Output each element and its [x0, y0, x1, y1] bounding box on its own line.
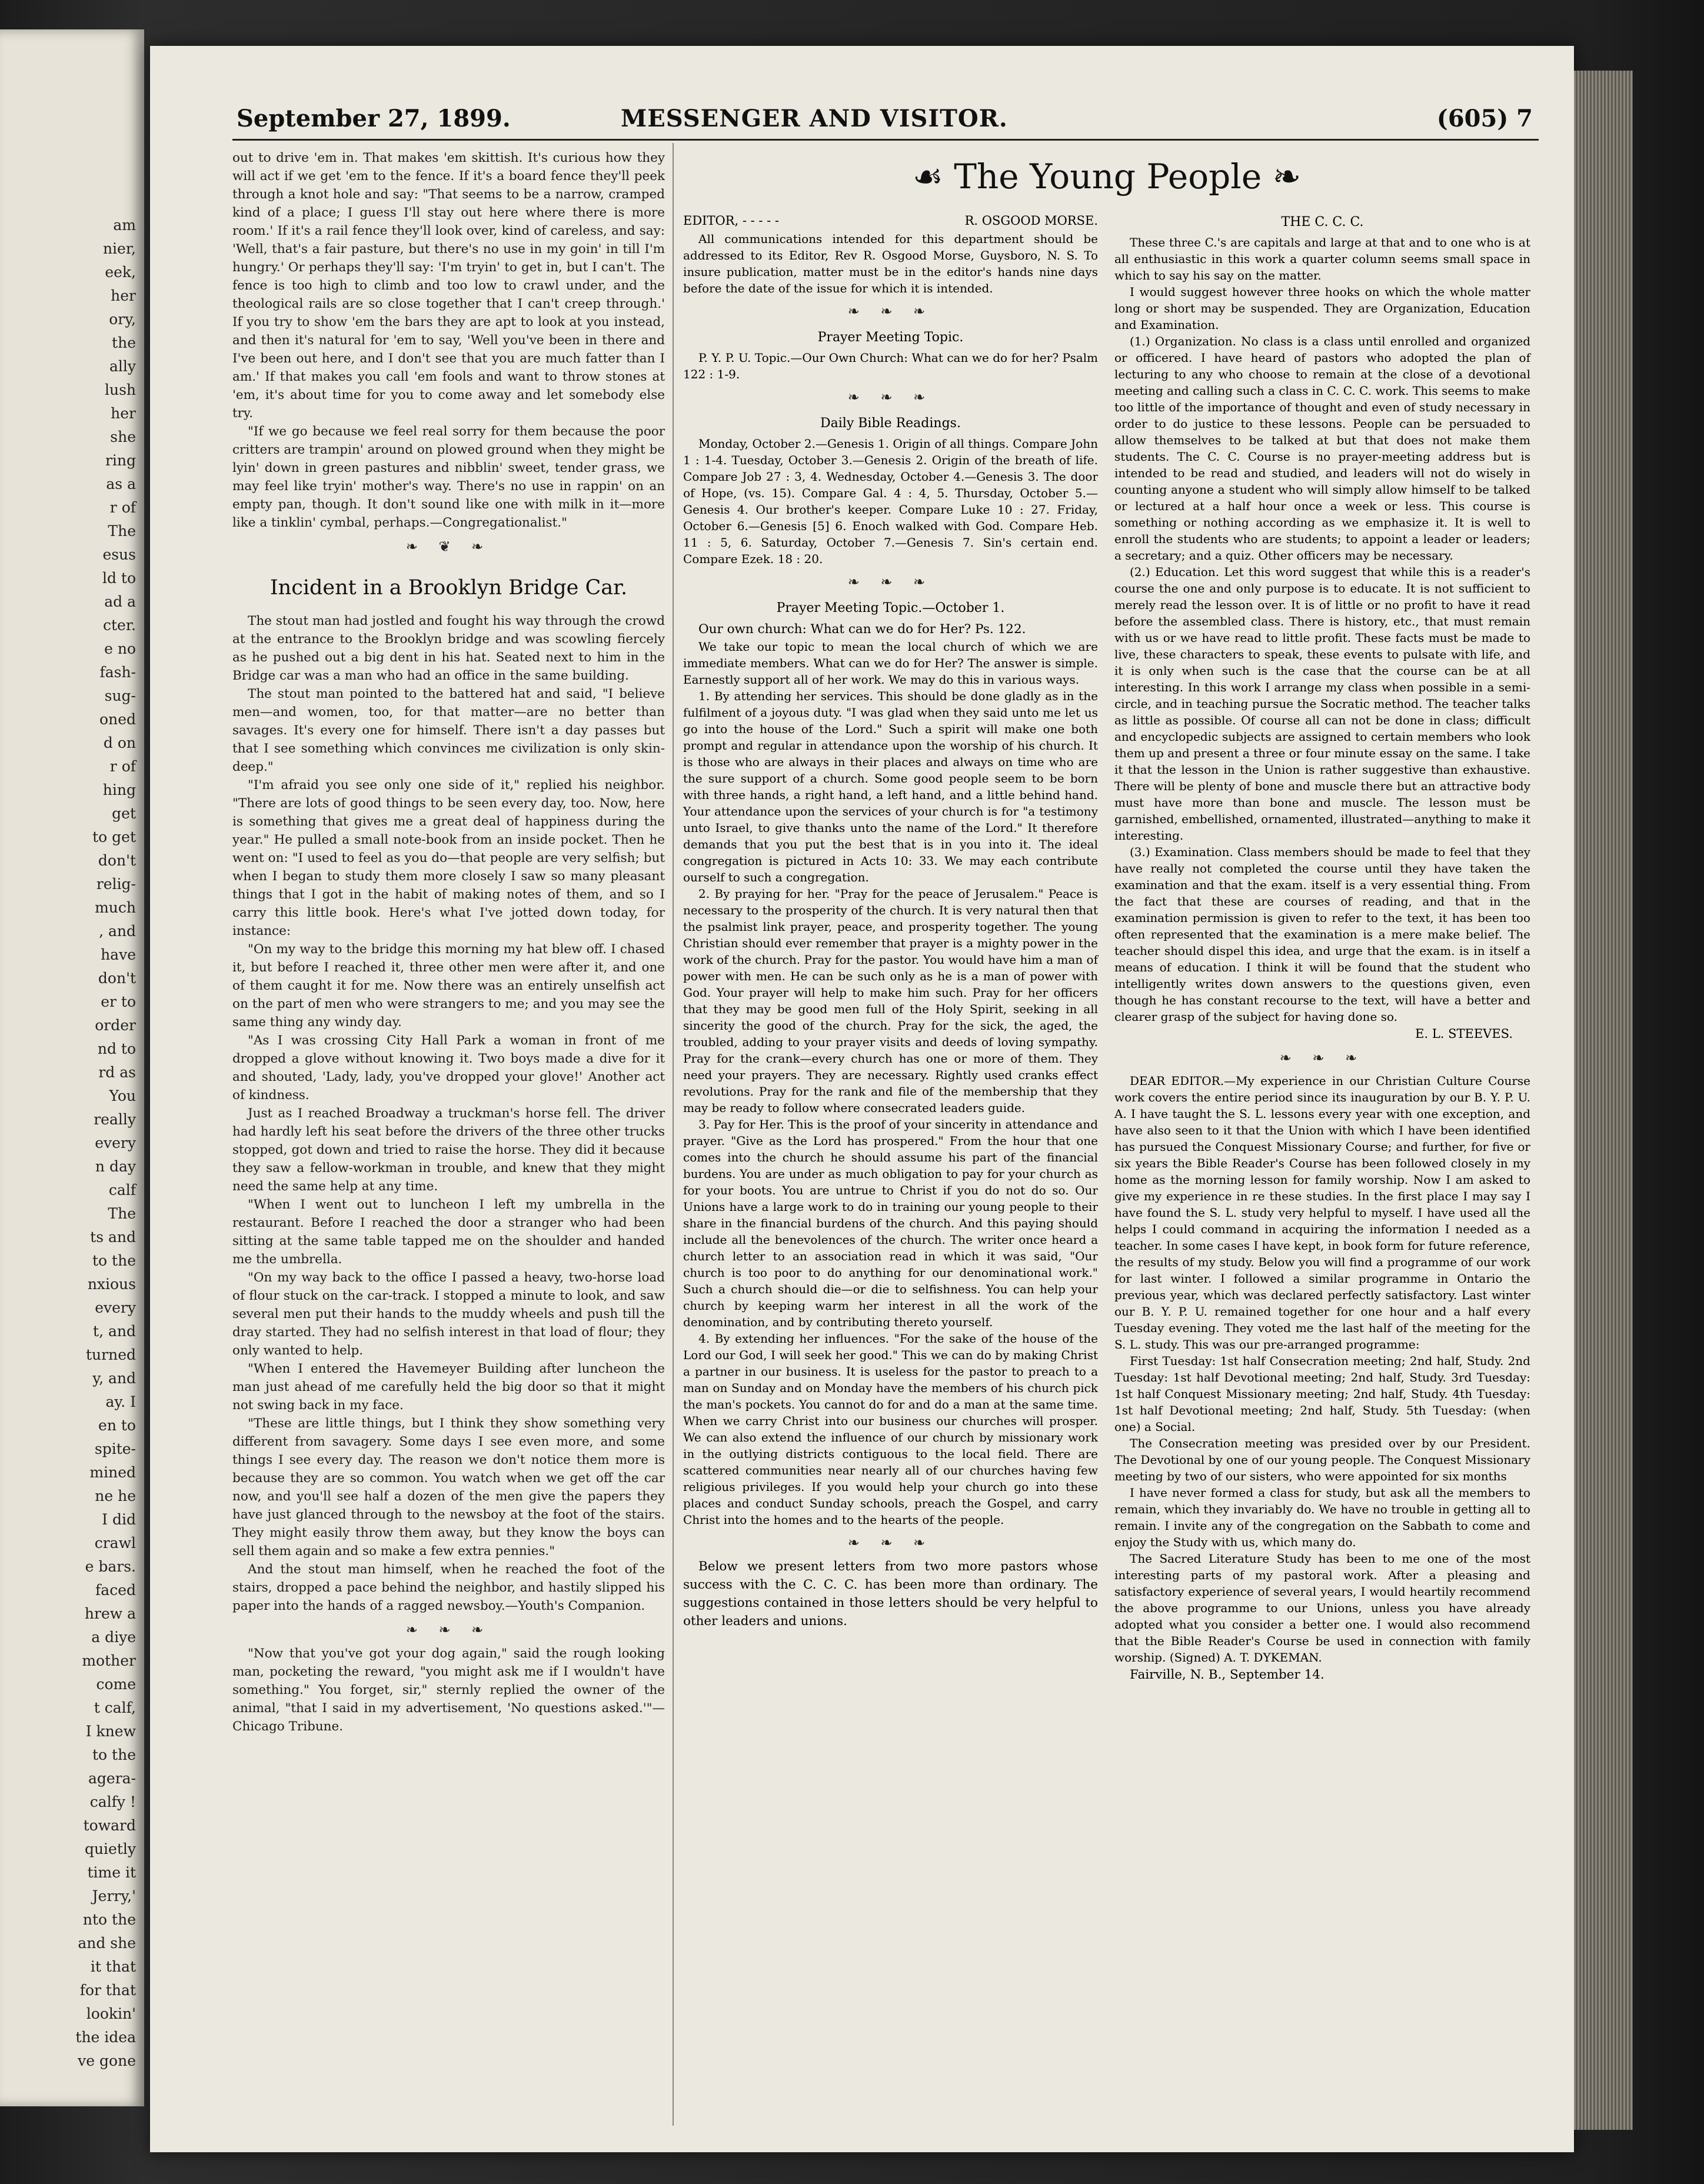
left-page-fragment: as a: [106, 475, 136, 492]
left-page-fragment: get: [112, 805, 136, 822]
left-page-fragment: ld to: [102, 570, 136, 587]
paragraph: The stout man pointed to the battered hat and said, "I believe men—and women, too, for that matter—are no better than savages. It's every one for himself. There isn't a day passes but that I see something which convinces me civilization is only skin-deep.": [232, 687, 665, 774]
october-topic-subtitle: Our own church: What can we do for Her? Ps. 122.: [698, 622, 1026, 637]
left-page-fragment: I knew: [85, 1723, 136, 1740]
left-page-fragment: and she: [78, 1935, 136, 1952]
left-page-fragment: time it: [87, 1864, 136, 1881]
left-facing-page: [0, 29, 144, 2106]
left-page-fragment: t calf,: [94, 1699, 136, 1716]
left-page-fragment: r of: [109, 758, 136, 775]
paragraph: "On my way to the bridge this morning my hat blew off. I chased it, but before I reached it, three other men were after it, and one of them caught it for me. Now there was an entirely unselfish act on the part of men who were strangers to me; and you may see the same thing any windy day.: [232, 942, 665, 1030]
topic-heading: Prayer Meeting Topic.: [817, 330, 964, 345]
left-page-fragment: nier,: [102, 240, 136, 257]
october-topic-heading: Prayer Meeting Topic.—October 1.: [776, 601, 1005, 615]
section-intro: All communications intended for this department should be addressed to its Editor, Rev R. Osgood Morse, Guysboro, N. S. To insure publication, matter must be in the editor's hands nine days before the date of the issue for which it is intended.: [683, 232, 1098, 295]
left-page-fragment: every: [95, 1299, 136, 1316]
paragraph: "As I was crossing City Hall Park a woman in front of me dropped a glove without knowing it. Two boys made a dive for it and shouted, 'Lady, lady, you've dropped your glove!' Another act of kindness.: [232, 1033, 665, 1103]
article-body: [232, 612, 665, 1615]
letter-body: [1114, 1073, 1530, 1666]
left-page-fragment: oned: [99, 711, 136, 728]
left-page-fragment: lookin': [86, 2005, 136, 2022]
left-page-fragment: her: [111, 287, 136, 304]
left-page-fragment: calfy !: [89, 1793, 136, 1810]
left-page-fragment: e bars.: [85, 1558, 136, 1575]
left-page-fragment: n day: [95, 1158, 136, 1175]
left-page-fragment: fash-: [99, 664, 136, 681]
left-page-fragment: The: [108, 522, 136, 540]
left-page-fragment: lush: [104, 381, 136, 398]
left-page-fragment: , and: [99, 923, 136, 940]
ccc-heading: THE C. C. C.: [1281, 215, 1364, 229]
header-rule: [232, 139, 1539, 141]
paragraph: (3.) Examination. Class members should be made to feel that they have really not completed the course until they have taken the examination and that the exam. itself is a very essential thing. From the fact that these are courses of reading, and that in the examination permission is given to refer to the text, it has been too often represented that the examination is a mere make belief. The teacher should dispel this idea, and urge that the exam. is in itself a means of education. I think it will be found that the student who intelligently writes down answers to the questions given, even though he has constant recourse to the text, will have a better and clearer grasp of the subject for having done so.: [1114, 845, 1530, 1024]
column-3: [1114, 211, 1530, 1684]
ornament-divider: ❧ ❦ ❧: [405, 538, 492, 555]
left-page-fragment: Jerry,': [92, 1887, 136, 1905]
left-page-fragment: every: [95, 1134, 136, 1151]
column-2: [683, 211, 1098, 1630]
left-page-fragment: the idea: [75, 2029, 136, 2046]
left-page-fragment: nto the: [82, 1911, 136, 1928]
left-page-fragment: her: [111, 405, 136, 422]
left-page-fragment: agera-: [88, 1770, 136, 1787]
paragraph: The Sacred Literature Study has been to me one of the most interesting parts of my pastoral work. After a pleasing and satisfactory experience of several years, I would heartily recommend the above programme to our Unions, unless you have already adopted what you consider a better one. I would also recommend that the Bible Reader's Course be used in connection with family worship. (Signed) A. T. DYKEMAN.: [1114, 1552, 1530, 1664]
paragraph: We take our topic to mean the local church of which we are immediate members. What can we do for Her? The answer is simple. Earnestly support all of her work. We may do this in various ways.: [683, 640, 1098, 687]
left-page-fragment: crawl: [94, 1534, 136, 1552]
editor-line: [683, 211, 1098, 231]
left-page-fragment: toward: [83, 1817, 136, 1834]
page-stack-edge: [1574, 71, 1633, 2130]
topic-text: P. Y. P. U. Topic.—Our Own Church: What can we do for her? Psalm 122 : 1-9.: [683, 351, 1098, 381]
left-page-fragment: to the: [92, 1746, 136, 1763]
newspaper-title: MESSENGER AND VISITOR.: [621, 105, 1008, 132]
paragraph: Just as I reached Broadway a truckman's horse fell. The driver had hardly left his seat before the drivers of the three other trucks stopped, got down and tried to raise the horse. They did it because they saw a fellow-workman in trouble, and knew that they might need the same help at any time.: [232, 1106, 665, 1194]
left-page-fragment: ts and: [90, 1228, 136, 1246]
editor-name: R. OSGOOD MORSE.: [964, 214, 1098, 228]
young-people-section: [683, 143, 1530, 1682]
left-page-fragment: it that: [90, 1958, 136, 1975]
left-page-fragment: am: [113, 217, 136, 234]
paragraph: 3. Pay for Her. This is the proof of your sincerity in attendance and prayer. "Give as the Lord has prospered." From the hour that one comes into the church he should assume his part of the financial burdens. You are under as much obligation to pay for your church as for your boots. You are untrue to Christ if you do not do so. Our Unions have a large work to do in training our young people to their share in the financial burdens of the church. And this paying should include all the benevolences of the church. The writer once heard a church letter to an association read in which it was said, "Our church is too poor to do anything for our denominational work." Such a church should die—or die to selfishness. You can help your church by keeping warm her interest in all the work of the denomination, and by contributing thereto yourself.: [683, 1117, 1098, 1329]
left-page-fragment: cter.: [103, 617, 136, 634]
left-page-fragment: The: [108, 1205, 136, 1222]
left-page-fragment: don't: [98, 852, 136, 869]
left-page-fragment: mother: [82, 1652, 136, 1669]
paragraph: The stout man had jostled and fought his way through the crowd at the entrance to the Brooklyn bridge and was scowling fiercely as he pushed out a big dent in his hat. Seated next to him in the Bridge car was a man who had an office in the same building.: [232, 614, 665, 683]
left-page-fragment: order: [95, 1017, 136, 1034]
left-page-fragment: don't: [98, 970, 136, 987]
page-date: September 27, 1899.: [237, 105, 511, 132]
anecdote: "Now that you've got your dog again," said the rough looking man, pocketing the reward, "you might ask me if I wouldn't have something." You forget, sir," sternly replied the owner of the animal, "that I said in my advertisement, 'No questions asked.'"—Chicago Tribune.: [232, 1646, 665, 1734]
paragraph: 2. By praying for her. "Pray for the peace of Jerusalem." Peace is necessary to the prosperity of the church. It is very natural then that the psalmist link prayer, peace, and prosperity together. The young Christian should ever remember that prayer is a mighty power in the work of the church. Pray for the pastor. You would have him a man of power with men. He can be such only as he is a man of power with God. Your prayer will help to make him such. Pray for her officers that they may be good men full of the Holy Spirit, seeking in all sincerity the good of the church. Pray for the sick, the aged, the troubled, adding to your prayer visits and deeds of loving sympathy. Pray for the crank—every church has one or more of them. They need your prayers. They are necessary. Rightly used cranks effect revolutions. Pray for the rank and file of the membership that they may be ready to follow where consecrated leaders guide.: [683, 887, 1098, 1115]
left-page-fragment: I did: [102, 1511, 136, 1528]
left-page-fragment: come: [96, 1676, 136, 1693]
left-page-fragment: relig-: [96, 875, 136, 893]
left-page-fragment: rd as: [98, 1064, 136, 1081]
left-page-fragment: mined: [89, 1464, 136, 1481]
paragraph: And the stout man himself, when he reached the foot of the stairs, dropped a pace behind the neighbor, and hastily slipped his paper into the hands of a ragged newsboy.—Youth's Companion.: [232, 1562, 665, 1613]
paragraph: DEAR EDITOR.—My experience in our Christian Culture Course work covers the entire period since its inauguration by our B. Y. P. U. A. I have taught the S. L. lessons every year with one exception, and have also seen to it that the Union with which I have been identified has pursued the Conquest Missionary Course; and further, for five or six years the Bible Reader's Course has been followed closely in my home as the morning lesson for family worship. Now I am asked to give my experience in re these studies. In the first place I may say I have found the S. L. study very helpful to myself. I have used all the helps I could command in acquiring the information I needed as a teacher. In some cases I have kept, in book form for future reference, the results of my study. Below you will find a programme of our work for last winter. I followed a similar programme in Ontario the previous year, which was declared perfectly satisfactory. Last winter our B. Y. P. U. remained together for one hour and a half every Tuesday evening. They voted me the last half of the meeting for the S. L. study. This was our pre-arranged programme:: [1114, 1074, 1530, 1351]
left-page-fragment: to the: [92, 1252, 136, 1269]
ccc-body: [1114, 234, 1530, 1025]
paragraph: 4. By extending her influences. "For the sake of the house of the Lord our God, I will seek her good." This we can do by making Christ a partner in our business. It is useless for the pastor to preach to a man on Sunday and on Monday have the members of his church pick the man's pockets. You cannot do for and do a man at the same time. When we carry Christ into our business our churches will prosper. We can also extend the influence of our church by missionary work in the outlying districts contiguous to the local field. There are scattered communities near nearly all of our churches having few religious privileges. If you would help your church go into these places and conduct Sunday schools, preach the Gospel, and carry Christ into the homes and to the hearts of the people.: [683, 1331, 1098, 1527]
october-topic-body: [683, 638, 1098, 1528]
left-page-fragment: esus: [102, 546, 136, 563]
ccc-signature: E. L. STEEVES.: [1415, 1027, 1513, 1041]
paragraph: These three C.'s are capitals and large at that and to one who is at all enthusiastic in this work a quarter column seems small space in which to say his say on the matter.: [1114, 235, 1530, 282]
paragraph: 1. By attending her services. This should be done gladly as in the fulfilment of a joyous duty. "I was glad when they said unto me let us go into the house of the Lord." Such a spirit will make one both prompt and regular in attendance upon the worship of his church. It is those who are always in their places and always on time who are the sure support of a church. Some good people seem to be born with three hands, a right hand, a left hand, and a little behind hand. Your attendance upon the services of your church is for "a testimony unto Israel, to give thanks unto the name of the Lord." It therefore demands that you put the best that is in you into it. The ideal congregation is pictured in Acts 10: 33. We may each contribute ourself to such a congregation.: [683, 689, 1098, 884]
left-page-fragment: a diye: [91, 1629, 136, 1646]
letters-intro: Below we present letters from two more pastors whose success with the C. C. C. has been more than ordinary. The suggestions contained in those letters should be very helpful to other leaders and unions.: [683, 1559, 1098, 1629]
left-page-fragment: faced: [95, 1582, 136, 1599]
story-ending: "If we go because we feel real sorry for them because the poor critters are trampin' around on plowed ground when they might be lyin' down in green pastures and nibblin' sweet, tender grass, we may feel like tryin' mother's way. There's no use in rappin' on an empty pan, though. It don't sound like one with milk in it—more like a tinklin' cymbal, perhaps.—Congregationalist.": [232, 424, 665, 530]
story-continuation: out to drive 'em in. That makes 'em skittish. It's curious how they will act if we get 'em to the fence. If it's a board fence they'll peek through a knot hole and say: "That seems to be a narrow, cramped kind of a place; I guess I'll stay out here where there is more room.' If it's a rail fence they'll look over, kind of careless, and say: 'Well, that's a fair pasture, but there's no use in my goin' in till I'm hungry.' Or perhaps they'll say: 'I'm tryin' to get in, but I can't. The fence is too high to climb and too low to crawl under, and the theological rails are so close together that I can't creep through.' If you try to show 'em the bars they are apt to look at you instead, and then it's natural for 'em to say, 'Well you've been in there and I've been out here, and I don't see that you are much fatter than I am.' If that makes you call 'em fools and want to throw stones at 'em, it's about time for you to come away and let somebody else try.: [232, 151, 665, 421]
left-page-fragment: ally: [109, 358, 136, 375]
left-page-fragment: sug-: [104, 687, 136, 704]
editor-label: EDITOR, - - - - -: [683, 214, 780, 228]
left-page-fragment: ne he: [95, 1487, 136, 1504]
left-page-fragment: ory,: [109, 311, 136, 328]
left-page-fragment: hing: [102, 781, 136, 798]
column-rule: [673, 143, 674, 2126]
left-page-fragment: r of: [109, 499, 136, 516]
left-page-fragment: to get: [92, 828, 136, 845]
left-page-fragment: she: [110, 428, 136, 445]
left-page-fragment: calf: [108, 1181, 136, 1198]
left-page-fragment: ve gone: [78, 2052, 136, 2069]
left-page-fragment: nd to: [97, 1040, 136, 1057]
left-page-fragment: ring: [105, 452, 136, 469]
paragraph: "On my way back to the office I passed a heavy, two-horse load of flour stuck on the car-track. I stopped a minute to look, and saw several men put their hands to the muddy wheels and push till the dray started. They had no selfish interest in that load of flour; they only wanted to help.: [232, 1270, 665, 1358]
left-page-fragment: turned: [86, 1346, 136, 1363]
left-page-fragment: much: [95, 899, 136, 916]
bible-readings: Monday, October 2.—Genesis 1. Origin of all things. Compare John 1 : 1-4. Tuesday, October 3.—Genesis 2. Origin of the breath of life. Compare Job 27 : 3, 4. Wednesday, October 4.—Genesis 3. The door of Hope, (vs. 15). Compare Gal. 4 : 4, 5. Thursday, October 5.—Genesis 4. Our brother's keeper. Compare Luke 10 : 27. Friday, October 6.—Genesis [5] 6. Enoch walked with God. Compare Heb. 11 : 5, 6. Saturday, October 7.—Genesis 7. Sin's certain end. Compare Ezek. 18 : 20.: [683, 437, 1098, 566]
left-page-fragment: for that: [79, 1982, 136, 1999]
letter-place: Fairville, N. B., September 14.: [1130, 1667, 1324, 1682]
left-page-fragment: quietly: [84, 1840, 136, 1857]
left-page-fragment: the: [112, 334, 136, 351]
left-page-fragment: You: [109, 1087, 136, 1104]
paragraph: "When I went out to luncheon I left my umbrella in the restaurant. Before I reached the door a stranger who had been sitting at the same table tapped me on the shoulder and handed me the umbrella.: [232, 1197, 665, 1267]
page-number: (605) 7: [1436, 105, 1533, 132]
left-page-fragment: en to: [98, 1417, 136, 1434]
left-page-fragment: d on: [103, 734, 136, 751]
newspaper-page: [150, 46, 1574, 2152]
left-page-fragment: have: [101, 946, 136, 963]
paragraph: (1.) Organization. No class is a class until enrolled and organized or officered. I have heard of pastors who adopted the plan of lecturing to any who choose to remain at the close of a devotional meeting and calling such a class in C. C. C. work. This seems to make too little of the importance of thought and even of study necessary in order to do justice to these lessons. People can be persuaded to allow themselves to be talked at but that does not make them students. The C. C. Course is no prayer-meeting address but is intended to be read and studied, and leaders will not do wisely in counting anyone a student who will simply allow himself to be talked or lectured at a half hour once a week or less. This course is something or nothing according as we emphasize it. It is well to enroll the students who are students; to appoint a leader or leaders; a secretary; and a quiz. Other officers may be necessary.: [1114, 334, 1530, 562]
ornament-divider: ❧ ❧ ❧: [847, 389, 934, 405]
readings-heading: Daily Bible Readings.: [820, 416, 961, 431]
left-page-fragment: y, and: [92, 1370, 136, 1387]
ornament-divider: ❧ ❧ ❧: [405, 1622, 492, 1638]
ornament-divider: ❧ ❧ ❧: [1279, 1050, 1366, 1066]
paragraph: I have never formed a class for study, but ask all the members to remain, which they invariably do. We have no trouble in getting all to remain. I invite any of the congregation on the Sabbath to come and enjoy the Study with us, which many do.: [1114, 1486, 1530, 1549]
paragraph: I would suggest however three hooks on which the whole matter long or short may be suspended. They are Organization, Education and Examination.: [1114, 285, 1530, 332]
left-page-fragment: ay. I: [105, 1393, 136, 1410]
paragraph: "I'm afraid you see only one side of it," replied his neighbor. "There are lots of good things to be seen every day, too. Now, here is something that gives me a great deal of happiness during the year." He pulled a small note-book from an inside pocket. Then he went on: "I used to feel as you do—that people are very selfish; but when I began to study them more closely I saw so many pleasant things that I got in the habit of making notes of them, and so I carry this little book. Here's what I've jotted down today, for instance:: [232, 778, 665, 938]
paragraph: The Consecration meeting was presided over by our President. The Devotional by one of our young people. The Conquest Missionary meeting by two of our sisters, who were appointed for six months: [1114, 1436, 1530, 1483]
ornament-divider: ❧ ❧ ❧: [847, 303, 934, 319]
left-page-fragment: er to: [101, 993, 136, 1010]
section-title: ☙ The Young People ❧: [912, 157, 1302, 197]
paragraph: (2.) Education. Let this word suggest that while this is a reader's course the one and only purpose is to educate. It is not sufficient to merely read the lesson over. It is of little or no profit to have it read before the assembled class. There is history, etc., that must remain with us or we have read to little profit. These facts must be made to live, these characters to speak, these events to pulsate with life, and it is only when such is the case that the course can be at all interesting. In this work I arrange my class when possible in a semi-circle, and in teaching pursue the Socratic method. The teacher talks as little as possible. Of course all can not be done in class; difficult and encyclopedic subjects are assigned to certain members who look them up and present a three or four minute essay on the same. I take it that the lesson in the Union is rather suggestive than exhaustive. There will be plenty of bone and muscle there but an attractive body must have more than bone and muscle. The lesson must be garnished, embellished, ornamented, illustrated—anything to make it interesting.: [1114, 565, 1530, 843]
left-page-fragment: eek,: [105, 264, 136, 281]
left-page-fragment: ad a: [104, 593, 136, 610]
paragraph: First Tuesday: 1st half Consecration meeting; 2nd half, Study. 2nd Tuesday: 1st half Devotional meeting; 2nd half, Study. 3rd Tuesday: 1st half Conquest Missionary meeting; 2nd half, Study. 4th Tuesday: 1st half Devotional meeting; 2nd half, Study. 5th Tuesday: (when one) a Social.: [1114, 1354, 1530, 1434]
column-1: [232, 149, 665, 1736]
article-heading: Incident in a Brooklyn Bridge Car.: [269, 576, 628, 600]
ornament-divider: ❧ ❧ ❧: [847, 574, 934, 590]
ornament-divider: ❧ ❧ ❧: [847, 1534, 934, 1551]
left-page-fragment: hrew a: [84, 1605, 136, 1622]
left-page-fragment: t, and: [93, 1323, 136, 1340]
left-page-fragment: nxious: [87, 1276, 136, 1293]
paragraph: "These are little things, but I think they show something very different from savagery. Some days I see even more, and some things I see every day. The reason we don't notice them more is because they are so common. You watch when we get off the car now, and you'll see half a dozen of the men give the papers they have just glanced through to the newsboy at the foot of the stairs. They might easily throw them away, but they know the boys can sell them again and so make a few extra pennies.": [232, 1416, 665, 1559]
paragraph: "When I entered the Havemeyer Building after luncheon the man just ahead of me carefully held the big door so that it might not swing back in my face.: [232, 1361, 665, 1413]
left-page-fragment: spite-: [94, 1440, 136, 1457]
left-page-fragment: really: [94, 1111, 136, 1128]
left-page-fragment: e no: [104, 640, 136, 657]
